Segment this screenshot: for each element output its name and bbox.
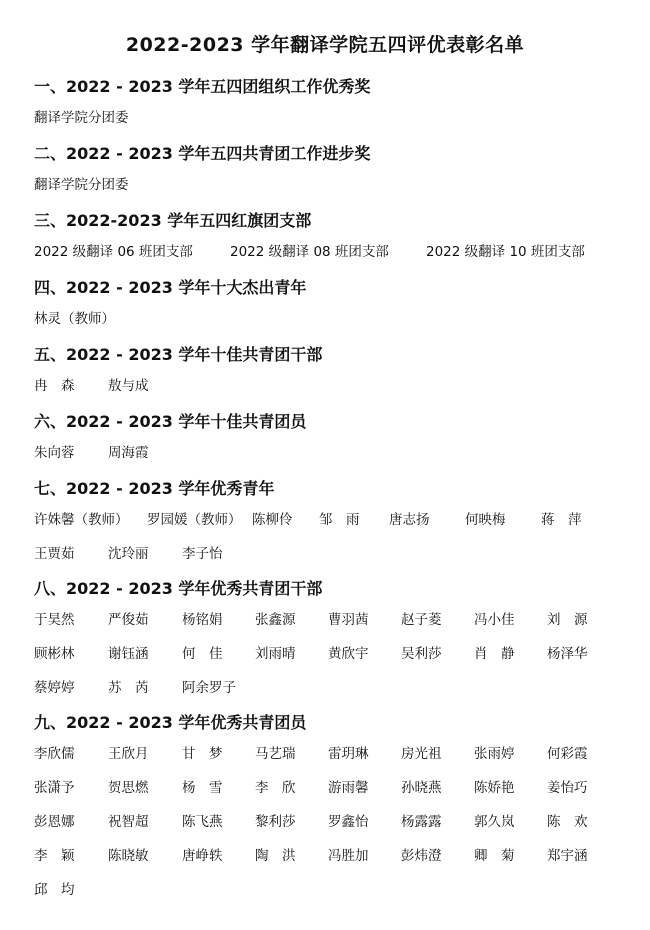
- recipient-name: 周海霞: [108, 445, 149, 461]
- recipient-name: 谢钰涵: [108, 646, 149, 662]
- recipient-name: 李欣儒: [34, 746, 75, 762]
- section-heading: 五、2022 - 2023 学年十佳共青团干部: [34, 345, 323, 364]
- recipient-name: 唐峥轶: [182, 848, 223, 864]
- recipient-list: [34, 376, 634, 410]
- recipient-name: 李 欣: [255, 780, 296, 796]
- recipient-name: 李 颖: [34, 848, 75, 864]
- recipient-name: 马艺瑞: [255, 746, 296, 762]
- recipient-name: 房光祖: [401, 746, 442, 762]
- recipient-name: 2022 级翻译 08 班团支部: [230, 244, 389, 260]
- recipient-name: 郭久岚: [474, 814, 515, 830]
- recipient-name: 刘雨晴: [255, 646, 296, 662]
- recipient-name: 何 佳: [182, 646, 223, 662]
- recipient-name: 杨 雪: [182, 780, 223, 796]
- award-section: [34, 578, 634, 712]
- section-heading: 四、2022 - 2023 学年十大杰出青年: [34, 278, 307, 297]
- recipient-name: 邹 雨: [319, 512, 360, 528]
- recipient-name: 贺思燃: [108, 780, 149, 796]
- recipient-row: [34, 812, 634, 846]
- recipient-name: 陈柳伶: [252, 512, 293, 528]
- recipient-list: [34, 175, 634, 209]
- recipient-name: 陈娇艳: [474, 780, 515, 796]
- award-section: [34, 344, 634, 410]
- recipient-name: 邱 均: [34, 882, 75, 898]
- recipient-row: [34, 108, 634, 142]
- recipient-list: [34, 744, 634, 914]
- award-section: [34, 143, 634, 209]
- recipient-name: 张潇予: [34, 780, 75, 796]
- award-section: [34, 277, 634, 343]
- award-section: [34, 76, 634, 142]
- section-heading: 七、2022 - 2023 学年优秀青年: [34, 479, 275, 498]
- recipient-name: 陈飞燕: [182, 814, 223, 830]
- recipient-name: 冯小佳: [474, 612, 515, 628]
- section-heading: 九、2022 - 2023 学年优秀共青团员: [34, 713, 307, 732]
- award-section: [34, 210, 634, 276]
- award-section: [34, 712, 634, 914]
- recipient-row: [34, 376, 634, 410]
- award-section: [34, 478, 634, 578]
- recipient-name: 何映梅: [465, 512, 506, 528]
- recipient-name: 沈玲丽: [108, 546, 149, 562]
- recipient-name: 阿余罗子: [182, 680, 236, 696]
- recipient-name: 唐志扬: [389, 512, 430, 528]
- recipient-name: 郑宇涵: [547, 848, 588, 864]
- recipient-list: [34, 309, 634, 343]
- recipient-row: [34, 309, 634, 343]
- recipient-name: 王贾茹: [34, 546, 75, 562]
- recipient-name: 杨露露: [401, 814, 442, 830]
- recipient-row: [34, 678, 634, 712]
- recipient-name: 黄欣宇: [328, 646, 369, 662]
- recipient-name: 张鑫源: [255, 612, 296, 628]
- recipient-name: 蔡婷婷: [34, 680, 75, 696]
- recipient-row: [34, 880, 634, 914]
- recipient-name: 张雨婷: [474, 746, 515, 762]
- section-heading: 三、2022-2023 学年五四红旗团支部: [34, 211, 312, 230]
- recipient-name: 翻译学院分团委: [34, 110, 129, 126]
- recipient-row: [34, 242, 634, 276]
- recipient-row: [34, 175, 634, 209]
- recipient-name: 冯胜加: [328, 848, 369, 864]
- recipient-name: 陶 洪: [255, 848, 296, 864]
- recipient-row: [34, 544, 634, 578]
- recipient-name: 蒋 萍: [541, 512, 582, 528]
- recipient-name: 赵子菱: [401, 612, 442, 628]
- recipient-name: 何彩霞: [547, 746, 588, 762]
- recipient-name: 敖与成: [108, 378, 149, 394]
- recipient-name: 李子怡: [182, 546, 223, 562]
- recipient-name: 肖 静: [474, 646, 515, 662]
- recipient-list: [34, 108, 634, 142]
- recipient-name: 杨铭娟: [182, 612, 223, 628]
- recipient-name: 卿 菊: [474, 848, 515, 864]
- recipient-name: 曹羽茜: [328, 612, 369, 628]
- recipient-name: 祝智超: [108, 814, 149, 830]
- recipient-name: 2022 级翻译 10 班团支部: [426, 244, 585, 260]
- recipient-name: 翻译学院分团委: [34, 177, 129, 193]
- recipient-row: [34, 644, 634, 678]
- recipient-list: [34, 242, 634, 276]
- recipient-name: 陈晓敏: [108, 848, 149, 864]
- recipient-name: 陈 欢: [547, 814, 588, 830]
- recipient-name: 罗鑫怡: [328, 814, 369, 830]
- recipient-name: 顾彬林: [34, 646, 75, 662]
- section-heading: 二、2022 - 2023 学年五四共青团工作进步奖: [34, 144, 371, 163]
- section-heading: 一、2022 - 2023 学年五四团组织工作优秀奖: [34, 77, 371, 96]
- recipient-name: 朱向蓉: [34, 445, 75, 461]
- recipient-name: 彭恩娜: [34, 814, 75, 830]
- recipient-name: 2022 级翻译 06 班团支部: [34, 244, 193, 260]
- recipient-list: [34, 610, 634, 712]
- recipient-row: [34, 443, 634, 477]
- recipient-name: 严俊茹: [108, 612, 149, 628]
- recipient-row: [34, 744, 634, 778]
- recipient-row: [34, 510, 634, 544]
- recipient-name: 游雨馨: [328, 780, 369, 796]
- recipient-name: 雷玥琳: [328, 746, 369, 762]
- recipient-list: [34, 510, 634, 578]
- recipient-name: 杨泽华: [547, 646, 588, 662]
- recipient-row: [34, 610, 634, 644]
- recipient-name: 甘 梦: [182, 746, 223, 762]
- section-heading: 八、2022 - 2023 学年优秀共青团干部: [34, 579, 323, 598]
- recipient-name: 于昊然: [34, 612, 75, 628]
- recipient-name: 许姝馨（教师）: [34, 512, 129, 528]
- recipient-name: 林灵（教师）: [34, 311, 115, 327]
- recipient-row: [34, 846, 634, 880]
- recipient-row: [34, 778, 634, 812]
- recipient-name: 姜怡巧: [547, 780, 588, 796]
- recipient-name: 孙晓燕: [401, 780, 442, 796]
- recipient-name: 王欣月: [108, 746, 149, 762]
- recipient-name: 彭炜澄: [401, 848, 442, 864]
- recipient-name: 吴利莎: [401, 646, 442, 662]
- recipient-name: 苏 芮: [108, 680, 149, 696]
- recipient-name: 罗园媛（教师）: [147, 512, 242, 528]
- award-section: [34, 411, 634, 477]
- section-heading: 六、2022 - 2023 学年十佳共青团员: [34, 412, 307, 431]
- recipient-name: 刘 源: [547, 612, 588, 628]
- recipient-name: 冉 森: [34, 378, 75, 394]
- recipient-list: [34, 443, 634, 477]
- page-title: 2022-2023 学年翻译学院五四评优表彰名单: [125, 34, 525, 56]
- recipient-name: 黎利莎: [255, 814, 296, 830]
